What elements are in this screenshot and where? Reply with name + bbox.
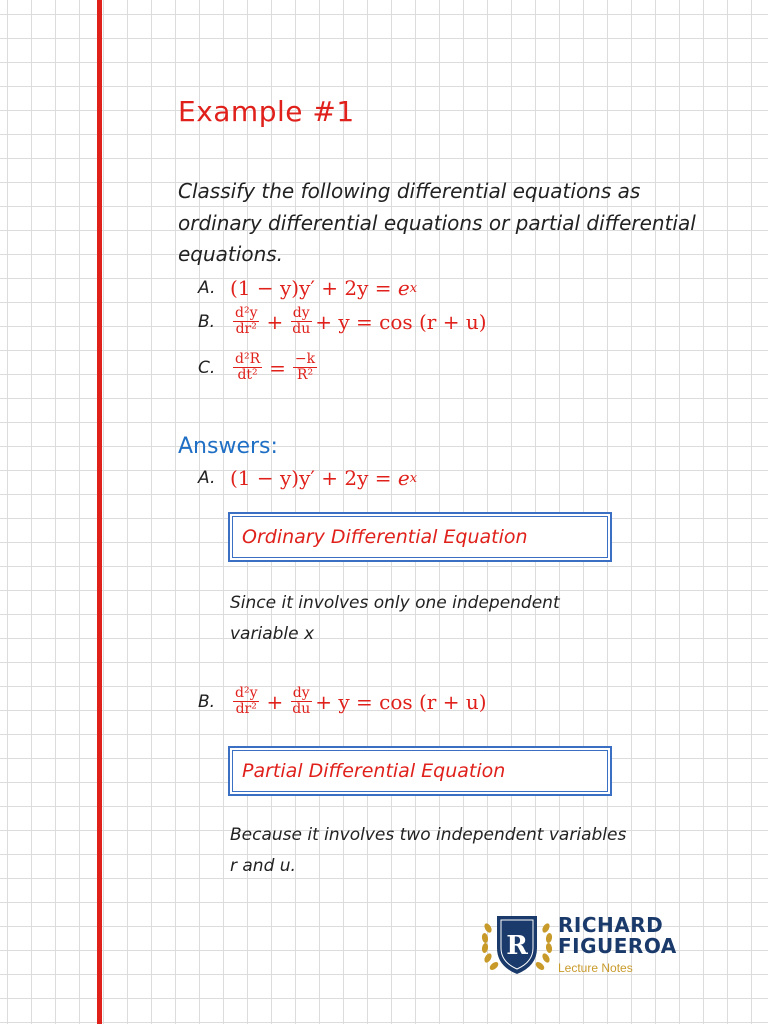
fraction [233,686,259,718]
fraction-numerator: dy [292,685,310,701]
logo-letter: R [506,931,528,961]
answer-item-b [198,686,487,718]
richard-figueroa-logo [478,910,677,980]
question-item-b [198,306,487,338]
item-label: B. [198,691,216,712]
equation-b [230,306,487,338]
equation-base: e [397,466,410,490]
fraction-numerator: d²y [235,305,258,321]
answers-heading: Answers: [178,434,278,459]
fraction-denominator: du [292,321,311,338]
equation-exponent: x [409,280,418,296]
fraction [290,306,312,338]
equation-rest: + y = cos (r + u) [315,309,487,334]
answer-b-result-box: Partial Differential Equation [228,746,612,796]
plus-operator: + [266,689,284,714]
logo-name-line2: FIGUEROA [558,934,677,958]
fraction-denominator: dr² [235,321,257,338]
fraction-denominator: R² [296,367,314,384]
fraction-numerator: d²R [235,351,261,367]
equation-rest: + y = cos (r + u) [315,689,487,714]
fraction-denominator: du [292,701,311,718]
equation-c [230,352,320,384]
equation-text: (1 − y)y′ + 2y = [230,276,398,300]
fraction [233,306,259,338]
equation-a [230,466,417,490]
logo-name-line1: RICHARD [558,913,664,937]
equation-exponent: x [409,470,418,486]
item-label: A. [198,468,216,488]
logo-subtitle: Lecture Notes [558,961,633,975]
fraction-numerator: d²y [235,685,258,701]
fraction-denominator: dr² [235,701,257,718]
answer-a-explanation [230,588,700,650]
question-item-c [198,352,320,384]
explanation-line: variable x [230,624,315,644]
fraction [293,352,317,384]
answer-b-explanation [230,820,700,882]
answer-a-result-box: Ordinary Differential Equation [228,512,612,562]
equation-base: e [397,276,410,300]
question-prompt: Classify the following differential equations as ordinary differential equations or partial differential equations. [178,179,696,266]
explanation-line: Since it involves only one independent [230,593,560,613]
item-label: C. [198,357,216,378]
example-title: Example #1 [178,95,355,128]
fraction-numerator: −k [294,351,316,367]
fraction [233,352,262,384]
equation-b [230,686,487,718]
laurel-shield-icon [478,910,556,980]
explanation-line: r and u. [230,856,296,876]
notebook-margin-line [97,0,102,1024]
explanation-line: Because it involves two independent variables [230,825,627,845]
plus-operator: + [266,309,284,334]
fraction-numerator: dy [292,305,310,321]
equation-a [230,276,417,300]
fraction [290,686,312,718]
item-label: A. [198,278,216,298]
question-item-a [198,276,417,300]
item-label: B. [198,311,216,332]
equation-text: (1 − y)y′ + 2y = [230,466,398,490]
equals-operator: = [269,355,286,380]
fraction-denominator: dt² [237,367,258,384]
answer-item-a [198,466,417,490]
logo-text [558,915,677,975]
